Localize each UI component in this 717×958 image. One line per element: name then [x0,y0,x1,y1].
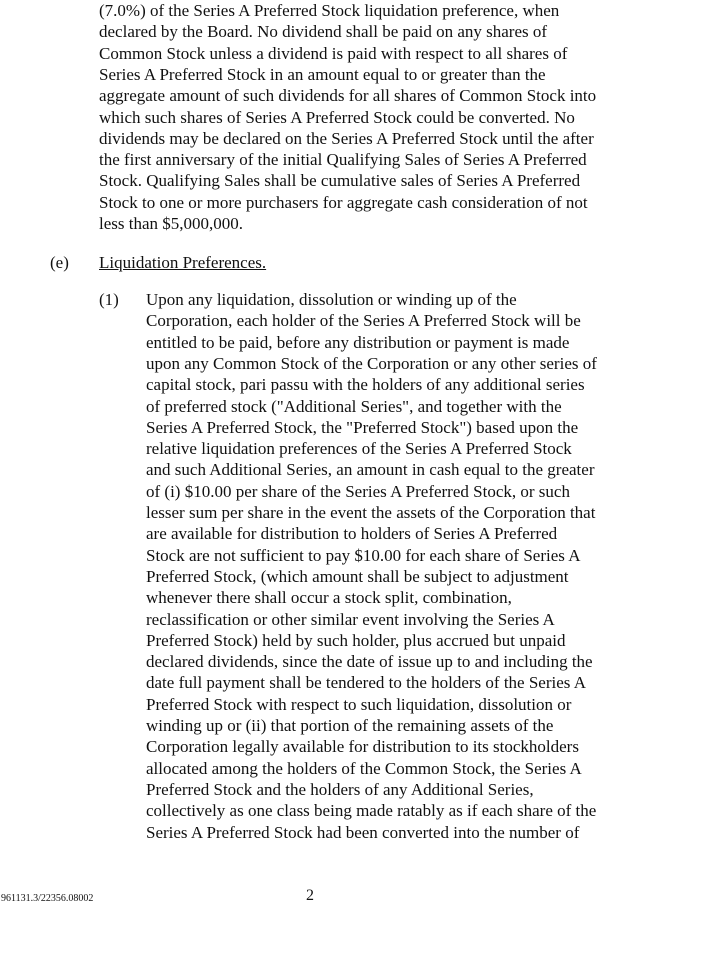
paragraph-line: reclassification or other similar event involving the Series A [146,609,555,629]
paragraph-line: collectively as one class being made ratably as if each share of the [146,801,597,821]
paragraph-line: winding up or (ii) that portion of the remaining assets of the [146,716,554,735]
section-label: (e) [50,253,69,272]
page-number: 2 [306,887,314,904]
paragraph-line: allocated among the holders of the Common Stock, the Series A [146,758,582,778]
paragraph-line: capital stock, pari passu with the holders of any additional series [146,375,585,395]
paragraph-line: Preferred Stock with respect to such liquidation, dissolution or [146,694,572,714]
paragraph-line: relative liquidation preferences of the Series A Preferred Stock [146,439,572,459]
paragraph-line: are available for distribution to holders of Series A Preferred [146,524,558,544]
paragraph-line: less than $5,000,000. [99,214,244,233]
paragraph-line: Preferred Stock and the holders of any Additional Series, [146,779,534,799]
section-heading [0,252,717,274]
paragraph-line: upon any Common Stock of the Corporation or any other series of [146,353,597,373]
paragraph-line: of preferred stock ("Additional Series", and together with the [146,396,562,416]
section-title: Liquidation Preferences. [99,253,267,272]
paragraph-line: aggregate amount of such dividends for all shares of Common Stock into [99,86,597,106]
document-id: 961131.3/22356.08002 [1,893,94,904]
paragraph-line: Common Stock unless a dividend is paid with respect to all shares of [99,43,568,63]
item-label: (1) [99,290,119,309]
paragraph-line: declared dividends, since the date of issue up to and including the [146,652,593,672]
paragraph-line: Series A Preferred Stock, the "Preferred Stock") based upon the [146,417,579,437]
paragraph-line: dividends may be declared on the Series A Preferred Stock until the after [99,128,594,148]
paragraph-line: lesser sum per share in the event the assets of the Corporation that [146,503,596,522]
paragraph-line: Stock are not sufficient to pay $10.00 for each share of Series A [146,545,581,565]
paragraph-line: whenever there shall occur a stock split, combination, [146,588,512,608]
paragraph-line: and such Additional Series, an amount in cash equal to the greater [146,460,595,480]
paragraph-line: Preferred Stock) held by such holder, plus accrued but unpaid [146,630,566,650]
paragraph-line: Corporation, each holder of the Series A Preferred Stock will be [146,311,581,331]
paragraph-line: Upon any liquidation, dissolution or winding up of the [146,290,517,309]
paragraph-line: Series A Preferred Stock in an amount equal to or greater than the [99,64,546,84]
paragraph-line: Preferred Stock, (which amount shall be subject to adjustment [146,566,569,586]
paragraph-line: declared by the Board. No dividend shall be paid on any shares of [99,22,548,42]
paragraph-line: the first anniversary of the initial Qualifying Sales of Series A Preferred [99,150,587,170]
paragraph-line: Stock to one or more purchasers for aggregate cash consideration of not [99,192,588,212]
paragraph-line: (7.0%) of the Series A Preferred Stock liquidation preference, when [99,1,560,20]
paragraph-line: Corporation legally available for distribution to its stockholders [146,737,579,757]
paragraph-line: date full payment shall be tendered to the holders of the Series A [146,673,586,693]
paragraph-line: of (i) $10.00 per share of the Series A Preferred Stock, or such [146,481,570,501]
paragraph-line: Stock. Qualifying Sales shall be cumulative sales of Series A Preferred [99,171,581,191]
paragraph-line: which such shares of Series A Preferred Stock could be converted. No [99,107,575,127]
paragraph-line: Series A Preferred Stock had been converted into the number of [146,822,580,842]
paragraph-line: entitled to be paid, before any distribution or payment is made [146,332,570,352]
